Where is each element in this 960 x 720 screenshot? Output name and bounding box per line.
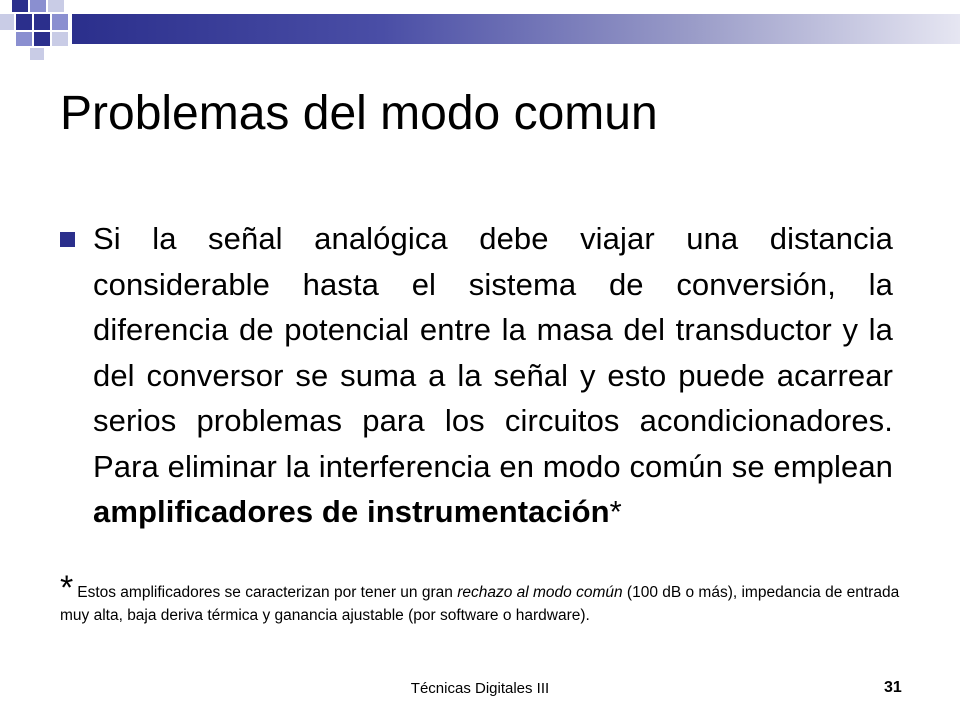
footnote <box>60 569 910 627</box>
slide-title: Problemas del modo comun <box>60 87 658 140</box>
footnote-text-start: Estos amplificadores se caracterizan por tener un gran <box>77 584 458 601</box>
footnote-text-end: (100 dB o más), impedancia de entrada muy alta, baja deriva térmica y ganancia ajustable (por software o hardware). <box>60 584 900 624</box>
deco-square <box>16 32 32 46</box>
deco-square <box>34 14 50 30</box>
bullet-text-asterisk: * <box>609 494 622 529</box>
bullet-text-plain: Si la señal analógica debe viajar una distancia considerable hasta el sistema de conversión, la diferencia de potencial entre la masa del transductor y la del conversor se suma a la señal y esto puede acarrear serios problemas para los circuitos acondicionadores. Para eliminar la interferencia en modo común se emplean <box>93 221 893 484</box>
footer-label: Técnicas Digitales III <box>410 680 550 697</box>
page-number: 31 <box>884 679 902 696</box>
footnote-marker: * <box>60 569 74 607</box>
header-gradient-bar <box>72 14 960 44</box>
deco-square <box>52 14 68 30</box>
deco-square <box>30 48 44 60</box>
bullet-text <box>93 216 893 535</box>
footnote-text-italic: rechazo al modo común <box>457 584 623 601</box>
deco-square <box>48 0 64 12</box>
deco-square <box>16 14 32 30</box>
deco-square <box>12 0 28 12</box>
deco-square <box>0 14 14 30</box>
deco-square <box>30 0 46 12</box>
deco-square <box>34 32 50 46</box>
bullet-text-bold: amplificadores de instrumentación <box>93 494 610 529</box>
deco-square <box>52 32 68 46</box>
bullet-square-icon <box>60 232 75 247</box>
